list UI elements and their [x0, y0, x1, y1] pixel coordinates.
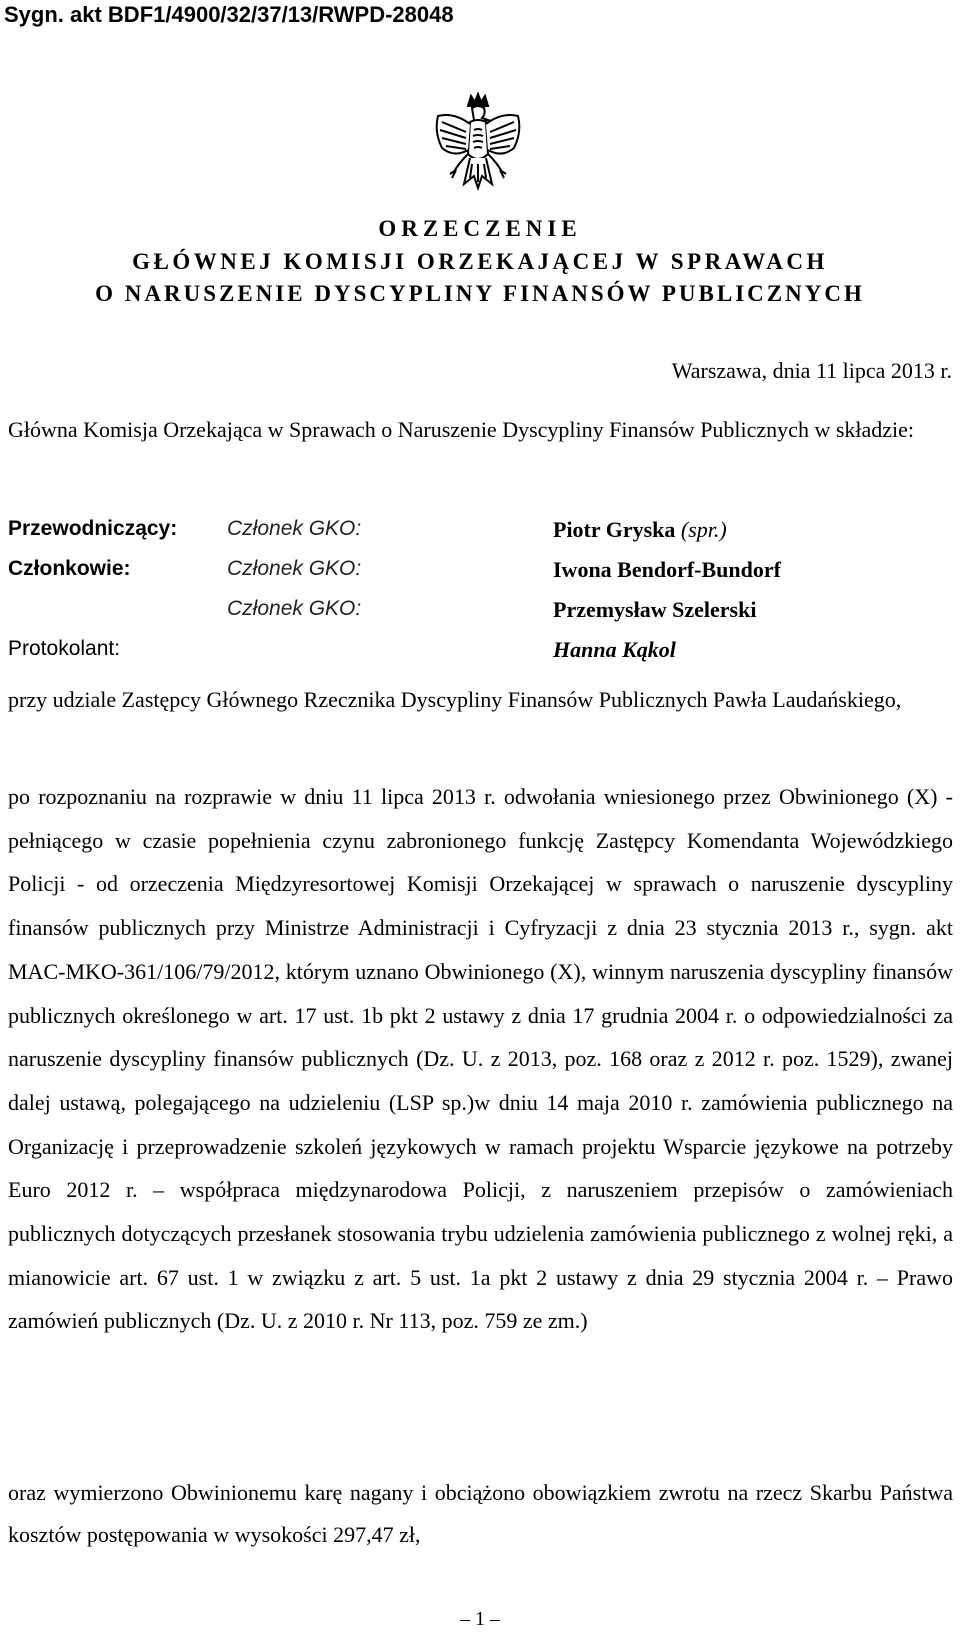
- polish-eagle-icon: [427, 92, 529, 200]
- composition-row-member-2: [8, 597, 953, 627]
- ruling-paragraph: oraz wymierzono Obwinionemu karę nagany i obciążono obowiązkiem zwrotu na rzecz Skarbu Państwa kosztów postępowania w wysokości 297,47 zł,: [8, 1480, 953, 1547]
- member-label: Członek GKO:: [227, 597, 362, 620]
- document-subtitle-line-2: O NARUSZENIE DYSCYPLINY FINANSÓW PUBLICZNYCH: [95, 281, 865, 306]
- intro-paragraph: Główna Komisja Orzekająca w Sprawach o Naruszenie Dyscypliny Finansów Publicznych w składzie:: [8, 417, 915, 442]
- member-label: Członek GKO:: [227, 517, 362, 540]
- case-reference: Sygn. akt BDF1/4900/32/37/13/RWPD-28048: [4, 2, 454, 27]
- composition-row-members: [8, 557, 953, 587]
- role-label: Protokolant:: [8, 637, 121, 660]
- document-subtitle-line-1: GŁÓWNEJ KOMISJI ORZEKAJĄCEJ W SPRAWACH: [132, 249, 828, 274]
- role-label: Przewodniczący:: [8, 517, 178, 540]
- person-name: Hanna Kąkol: [553, 637, 676, 662]
- page-number: – 1 –: [460, 1608, 500, 1630]
- attendance-paragraph: przy udziale Zastępcy Głównego Rzecznika Dyscypliny Finansów Publicznych Pawła Laudańskiego,: [8, 687, 902, 712]
- member-label: Członek GKO:: [227, 557, 362, 580]
- rapporteur-note: (spr.): [680, 517, 727, 542]
- main-paragraph: po rozpoznaniu na rozprawie w dniu 11 lipca 2013 r. odwołania wniesionego przez Obwinionego (X) - pełniącego w czasie popełnienia czynu zabronionego funkcję Zastępcy Komendanta Wojewódzkiego Policji - od orzeczenia Międzyresortowej Komisji Orzekającej w sprawach o naruszenie dyscypliny finansów publicznych przy Ministrze Administracji i Cyfryzacji z dnia 23 stycznia 2013 r., sygn. akt MAC-MKO-361/106/79/2012, którym uznano Obwinionego (X), winnym naruszenia dyscypliny finansów publicznych określonego w art. 17 ust. 1b pkt 2 ustawy z dnia 17 grudnia 2004 r. o odpowiedzialności za naruszenie dyscypliny finansów publicznych (Dz. U. z 2013, poz. 168 oraz z 2012 r. poz. 1529), zwanej dalej ustawą, polegającego na udzieleniu (LSP sp.)w dniu 14 maja 2010 r. zamówienia publicznego na Organizację i przeprowadzenie szkoleń językowych w ramach projektu Wsparcie językowe na potrzeby Euro 2012 r. – współpraca międzynarodowa Policji, z naruszeniem przepisów o zamówieniach publicznych dotyczących przesłanek stosowania trybu udzielenia zamówienia publicznego z wolnej ręki, a mianowicie art. 67 ust. 1 w związku z art. 5 ust. 1a pkt 2 ustawy z dnia 29 stycznia 2004 r. – Prawo zamówień publicznych (Dz. U. z 2010 r. Nr 113, poz. 759 ze zm.): [8, 784, 953, 1334]
- document-title: ORZECZENIE: [378, 216, 582, 241]
- composition-row-chair: [8, 517, 953, 547]
- composition-row-clerk: [8, 637, 953, 667]
- person-name: Iwona Bendorf-Bundorf: [553, 557, 781, 582]
- person-name: Piotr Gryska (spr.): [553, 517, 727, 542]
- document-date: Warszawa, dnia 11 lipca 2013 r.: [671, 358, 952, 383]
- role-label: Członkowie:: [8, 557, 131, 580]
- person-name: Przemysław Szelerski: [553, 597, 757, 622]
